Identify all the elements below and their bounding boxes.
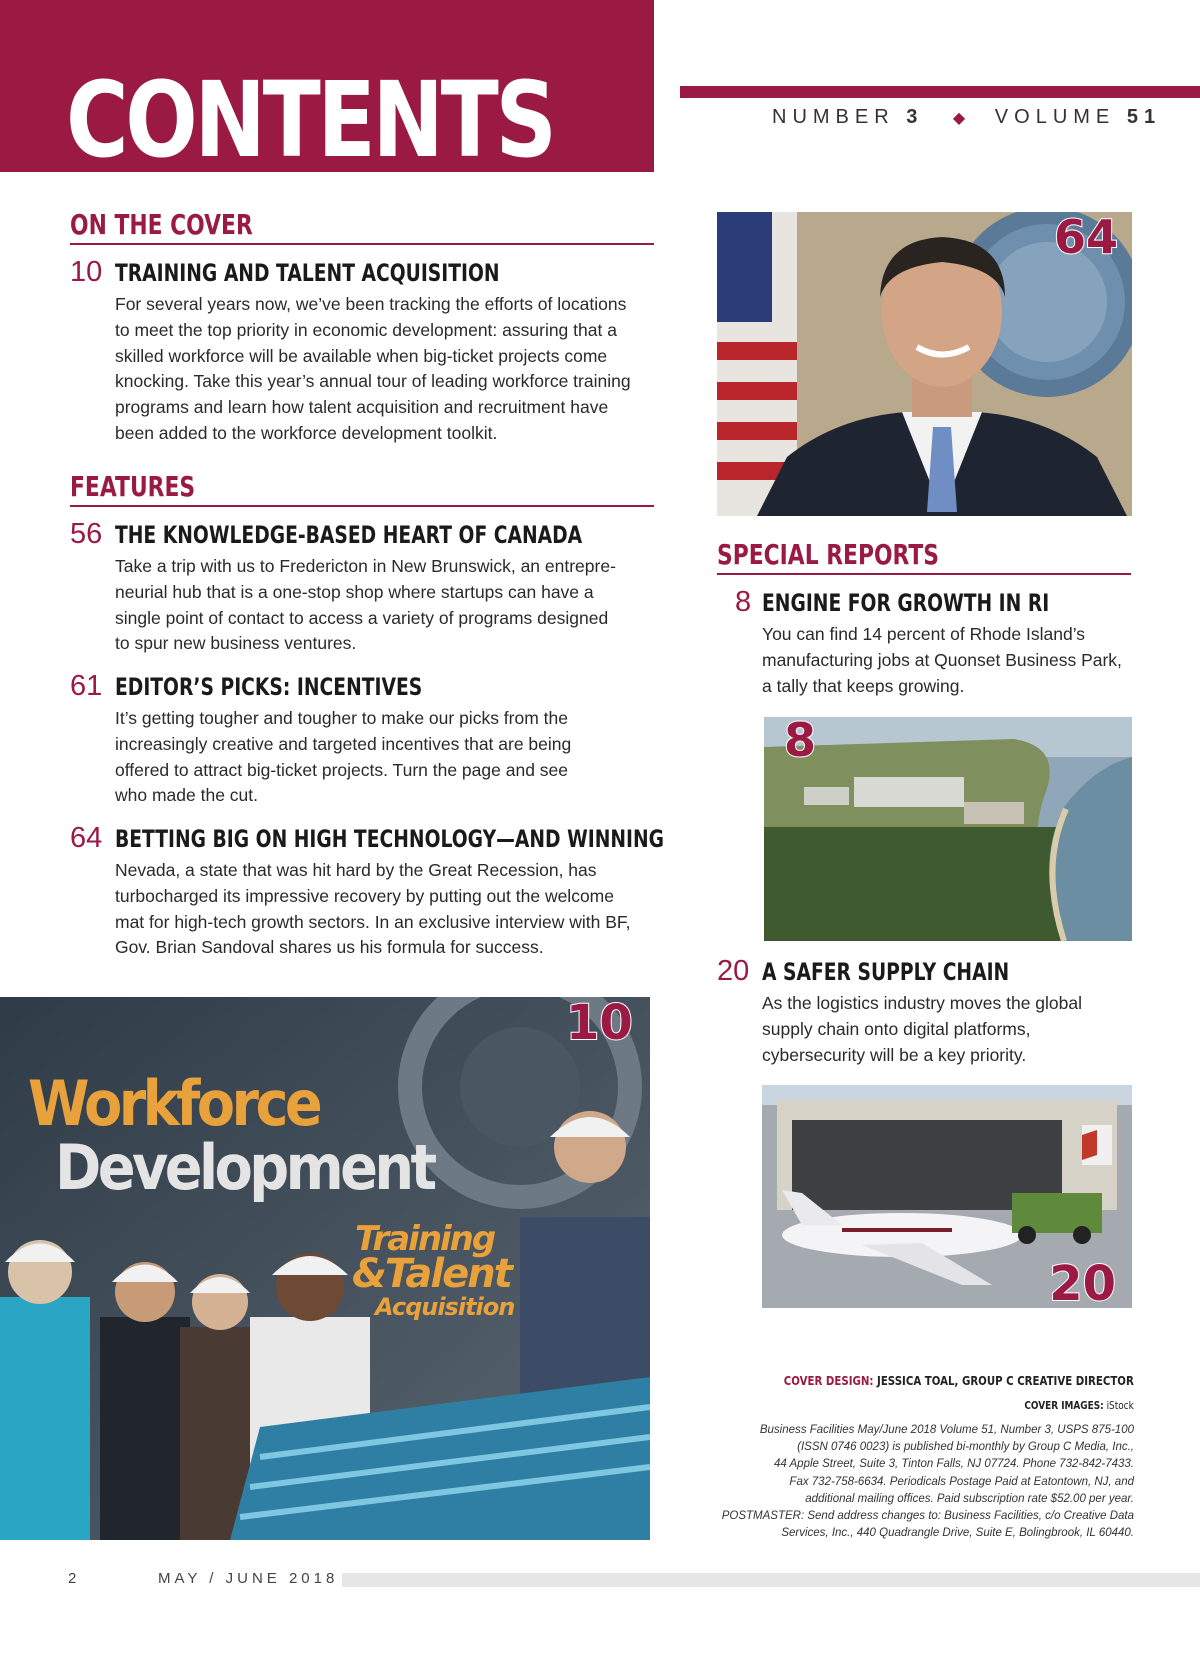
summary-line: For several years now, we’ve been tracking the efforts of locations bbox=[115, 294, 627, 314]
issue-date: MAY / JUNE 2018 bbox=[158, 1570, 339, 1587]
section-rule bbox=[70, 243, 654, 245]
article-summary bbox=[762, 622, 1162, 699]
number-label: NUMBER bbox=[772, 106, 895, 128]
article-title[interactable]: BETTING BIG ON HIGH TECHNOLOGY—AND WINNING bbox=[115, 825, 665, 853]
summary-line: Nevada, a state that was hit hard by the Great Recession, has bbox=[115, 860, 597, 880]
summary-line: neurial hub that is a one-stop shop where startups can have a bbox=[115, 581, 594, 602]
issue-number: 3 bbox=[906, 106, 924, 128]
summary-line: who made the cut. bbox=[115, 785, 258, 806]
pub-info-line: 44 Apple Street, Suite 3, Tinton Falls, NJ 07724. Phone 732-842-7433. bbox=[773, 1458, 1134, 1471]
aerial-page-number: 8 bbox=[784, 717, 817, 767]
pub-info-line: (ISSN 0746 0023) is published bi-monthly by Group C Media, Inc., bbox=[797, 1441, 1134, 1454]
article-title[interactable]: A SAFER SUPPLY CHAIN bbox=[762, 958, 1010, 986]
summary-line: a tally that keeps growing. bbox=[762, 675, 965, 696]
summary-line: You can find 14 percent of Rhode Island’s bbox=[762, 624, 1086, 644]
article-title[interactable]: EDITOR’S PICKS: INCENTIVES bbox=[115, 673, 423, 701]
summary-line: Gov. Brian Sandoval shares us his formula for success. bbox=[115, 937, 544, 958]
section-heading-on-the-cover: ON THE COVER bbox=[70, 208, 253, 241]
aerial-photo[interactable] bbox=[764, 717, 1132, 941]
section-heading-features: FEATURES bbox=[70, 470, 196, 503]
cover-title-line1: Workforce bbox=[28, 1067, 320, 1140]
diamond-icon: ◆ bbox=[952, 110, 966, 127]
article-summary bbox=[762, 991, 1162, 1068]
cover-title-line2: Development bbox=[55, 1131, 434, 1204]
summary-line: manufacturing jobs at Quonset Business Park, bbox=[762, 649, 1122, 670]
summary-line: programs and learn how talent acquisition and recruitment have bbox=[115, 397, 609, 418]
publication-info bbox=[714, 1422, 1134, 1542]
summary-line: supply chain onto digital platforms, bbox=[762, 1018, 1031, 1039]
summary-line: single point of contact to access a variety of programs designed bbox=[115, 607, 609, 628]
airport-photo[interactable] bbox=[762, 1085, 1132, 1308]
article-summary bbox=[115, 292, 655, 447]
cover-images-credit bbox=[1025, 1400, 1134, 1412]
volume-number: 51 bbox=[1126, 106, 1162, 128]
masthead-banner bbox=[0, 0, 654, 181]
cover-page-number: 10 bbox=[566, 997, 633, 1051]
credit-value: JESSICA TOAL, GROUP C CREATIVE DIRECTOR bbox=[877, 1374, 1134, 1388]
pub-info-line: POSTMASTER: Send address changes to: Business Facilities, c/o Creative Data bbox=[721, 1510, 1134, 1523]
summary-line: skilled workforce will be available when big-ticket projects come bbox=[115, 345, 608, 366]
pub-info-line: Services, Inc., 440 Quadrangle Drive, Suite E, Bolingbrook, IL 60440. bbox=[781, 1527, 1134, 1540]
section-rule bbox=[70, 505, 654, 507]
aerial-image bbox=[764, 717, 1132, 941]
issue-line bbox=[772, 106, 1161, 129]
summary-line: cybersecurity will be a key priority. bbox=[762, 1044, 1027, 1065]
summary-line: offered to attract big-ticket projects. Turn the page and see bbox=[115, 759, 569, 780]
cover-subtitle-line2: &Talent bbox=[352, 1251, 511, 1297]
pub-info-line: Fax 732-758-6634. Periodicals Postage Paid at Eatontown, NJ, and bbox=[789, 1475, 1134, 1488]
cover-subtitle-line1: Training bbox=[355, 1219, 495, 1259]
summary-line: been added to the workforce development toolkit. bbox=[115, 422, 498, 443]
article-page-number[interactable]: 61 bbox=[70, 670, 103, 702]
airport-page-number: 20 bbox=[1049, 1256, 1116, 1308]
credit-label: COVER IMAGES: bbox=[1024, 1400, 1104, 1412]
pub-info-line: additional mailing offices. Paid subscription rate $52.00 per year. bbox=[805, 1492, 1134, 1505]
summary-line: turbocharged its impressive recovery by putting out the welcome bbox=[115, 885, 614, 906]
cover-photo[interactable] bbox=[0, 997, 650, 1540]
cover-design-credit bbox=[784, 1374, 1134, 1388]
article-page-number[interactable]: 10 bbox=[70, 256, 103, 288]
summary-line: As the logistics industry moves the global bbox=[762, 993, 1083, 1013]
article-summary bbox=[115, 706, 655, 809]
masthead-rule bbox=[680, 86, 1200, 98]
article-summary bbox=[115, 554, 655, 657]
pub-info-line: Business Facilities May/June 2018 Volume 51, Number 3, USPS 875-100 bbox=[759, 1424, 1134, 1436]
section-rule bbox=[717, 573, 1131, 575]
portrait-photo[interactable] bbox=[717, 212, 1132, 516]
article-page-number[interactable]: 20 bbox=[717, 955, 750, 987]
credit-label: COVER DESIGN: bbox=[783, 1374, 874, 1388]
summary-line: to spur new business ventures. bbox=[115, 633, 357, 654]
article-summary bbox=[115, 858, 655, 961]
footer-bar bbox=[342, 1573, 1200, 1587]
summary-line: knocking. Take this year’s annual tour of leading workforce training bbox=[115, 371, 631, 392]
article-title[interactable]: ENGINE FOR GROWTH IN RI bbox=[762, 589, 1050, 617]
article-title[interactable]: TRAINING AND TALENT ACQUISITION bbox=[115, 259, 500, 287]
portrait-page-number: 64 bbox=[1053, 212, 1118, 264]
article-page-number[interactable]: 8 bbox=[735, 586, 752, 618]
summary-line: It’s getting tougher and tougher to make our picks from the bbox=[115, 708, 568, 728]
summary-line: to meet the top priority in economic development: assuring that a bbox=[115, 319, 617, 340]
cover-subtitle-line3: Acquisition bbox=[375, 1293, 515, 1321]
page-folio: 2 bbox=[68, 1570, 77, 1587]
credit-value: iStock bbox=[1106, 1400, 1134, 1412]
summary-line: Take a trip with us to Fredericton in New Brunswick, an entrepre- bbox=[115, 556, 616, 576]
summary-line: mat for high-tech growth sectors. In an exclusive interview with BF, bbox=[115, 911, 631, 932]
article-page-number[interactable]: 64 bbox=[70, 822, 103, 854]
volume-label: VOLUME bbox=[994, 106, 1116, 128]
summary-line: increasingly creative and targeted incentives that are being bbox=[115, 733, 572, 754]
article-title[interactable]: THE KNOWLEDGE-BASED HEART OF CANADA bbox=[115, 521, 583, 549]
page-title: CONTENTS bbox=[66, 59, 554, 181]
article-page-number[interactable]: 56 bbox=[70, 518, 103, 550]
section-heading-special-reports: SPECIAL REPORTS bbox=[717, 538, 940, 571]
